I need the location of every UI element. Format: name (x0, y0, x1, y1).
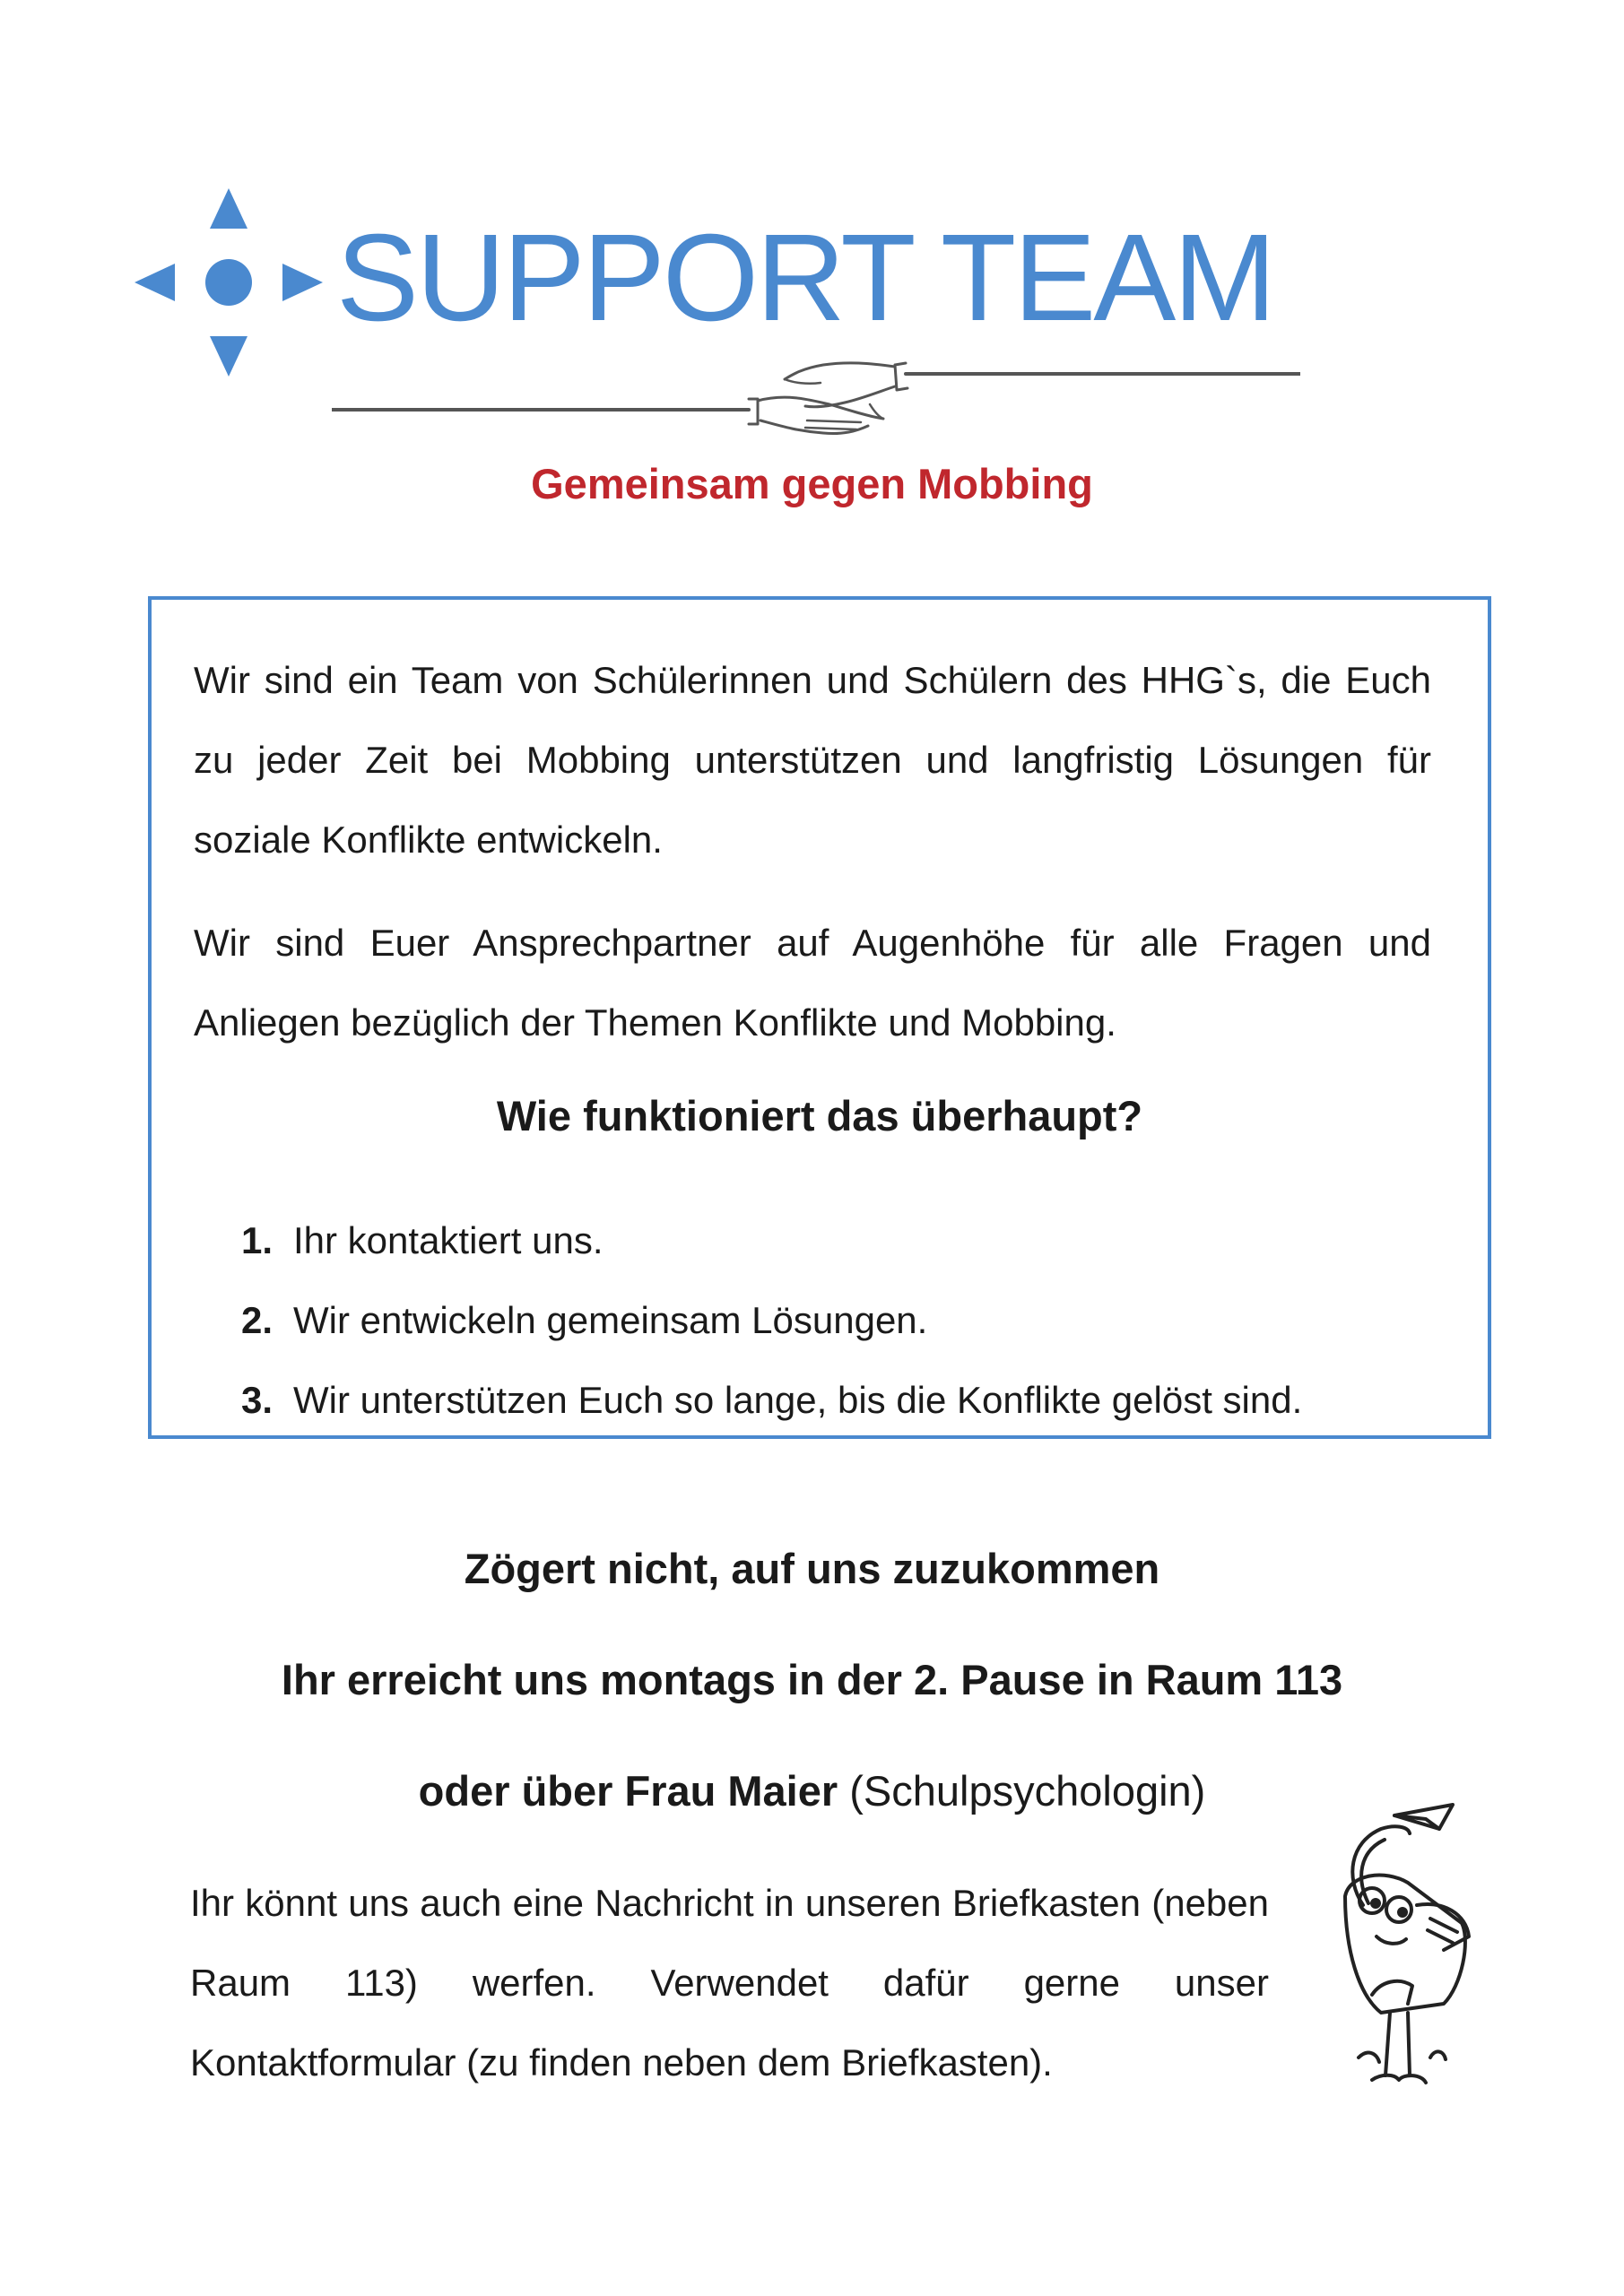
intro-paragraph: Wir sind ein Team von Schülerinnen und Schülern des HHG`s, die Euch zu jeder Zeit bei Mobbing unterstützen und langfristig Lösungen für soziale Konflikte entwickeln. (194, 659, 1431, 861)
handshake-icon (332, 354, 1300, 439)
list-item (241, 1200, 1302, 1280)
steps-list (241, 1200, 1302, 1440)
contact-person-paragraph: Wir sind Euer Ansprechpartner auf Augenhöhe für alle Fragen und Anliegen bezüglich der Themen Konflikte und Mobbing. (194, 922, 1431, 1044)
step-number: 1. (241, 1219, 274, 1261)
how-it-works-heading: Wie funktioniert das überhaupt? (496, 1092, 1143, 1139)
page-title: SUPPORT TEAM (336, 209, 1274, 347)
subtitle: Gemeinsam gegen Mobbing (531, 460, 1093, 507)
list-item (241, 1360, 1302, 1440)
contact-person-role: (Schulpsychologin) (849, 1767, 1206, 1815)
step-text: Ihr kontaktiert uns. (293, 1219, 604, 1261)
step-number: 3. (241, 1379, 274, 1421)
step-text: Wir unterstützen Euch so lange, bis die Konflikte gelöst sind. (293, 1379, 1303, 1421)
mailbox-paragraph: Ihr könnt uns auch eine Nachricht in unseren Briefkasten (neben Raum 113) werfen. Verwendet dafür gerne unser Kontaktformular (zu finden neben dem Briefkasten). (190, 1882, 1269, 2084)
encouragement-line: Zögert nicht, auf uns zuzukommen (464, 1545, 1160, 1592)
list-item (241, 1280, 1302, 1360)
contact-person-name: oder über Frau Maier (418, 1767, 838, 1815)
compass-arrows-icon (135, 188, 323, 377)
mailbox-mascot-icon (1309, 1789, 1498, 2102)
step-number: 2. (241, 1299, 274, 1341)
step-text: Wir entwickeln gemeinsam Lösungen. (293, 1299, 928, 1341)
meeting-time-line: Ihr erreicht uns montags in der 2. Pause in Raum 113 (281, 1656, 1343, 1703)
info-box (148, 596, 1491, 1439)
